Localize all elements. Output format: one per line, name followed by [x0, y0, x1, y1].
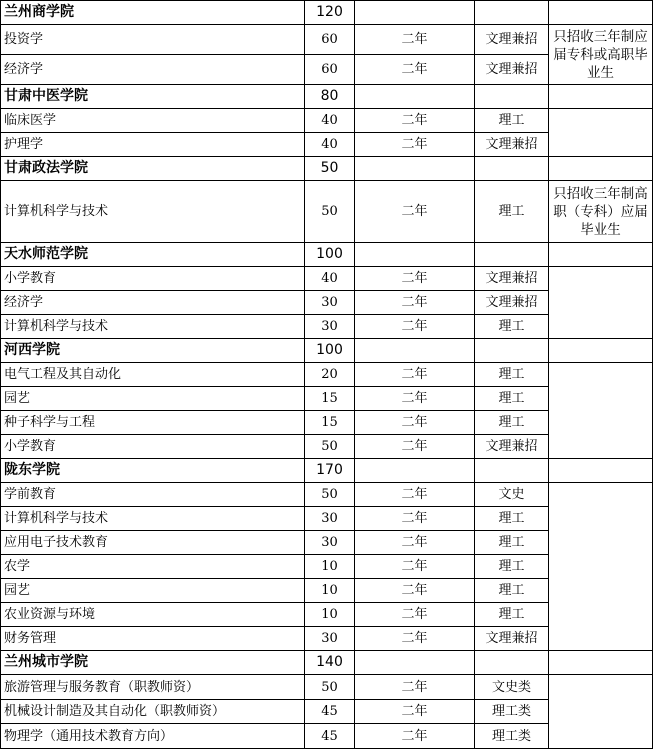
school-total: 100: [305, 339, 355, 363]
major-quota: 10: [305, 555, 355, 579]
major-duration: 二年: [355, 435, 475, 459]
major-quota: 30: [305, 627, 355, 651]
major-category: 文理兼招: [475, 133, 549, 157]
table-row: [1, 267, 653, 291]
empty-cell: [475, 157, 549, 181]
school-name: 陇东学院: [1, 459, 305, 483]
major-duration: 二年: [355, 531, 475, 555]
empty-cell: [549, 1, 653, 25]
school-total: 50: [305, 157, 355, 181]
major-category: 理工类: [475, 724, 549, 749]
major-duration: 二年: [355, 315, 475, 339]
major-category: 理工: [475, 109, 549, 133]
school-row: [1, 459, 653, 483]
major-duration: 二年: [355, 555, 475, 579]
school-row: [1, 1, 653, 25]
school-total: 100: [305, 243, 355, 267]
empty-cell: [475, 1, 549, 25]
major-quota: 60: [305, 25, 355, 55]
note-cell: [549, 363, 653, 459]
major-name: 经济学: [1, 291, 305, 315]
note-cell: [549, 109, 653, 157]
major-quota: 15: [305, 387, 355, 411]
school-total: 140: [305, 651, 355, 675]
school-row: [1, 157, 653, 181]
major-name: 机械设计制造及其自动化（职教师资）: [1, 700, 305, 724]
major-duration: 二年: [355, 267, 475, 291]
major-quota: 30: [305, 291, 355, 315]
major-duration: 二年: [355, 55, 475, 85]
major-category: 理工: [475, 181, 549, 243]
school-name: 甘肃政法学院: [1, 157, 305, 181]
major-name: 临床医学: [1, 109, 305, 133]
major-category: 文理兼招: [475, 267, 549, 291]
major-name: 园艺: [1, 387, 305, 411]
major-name: 学前教育: [1, 483, 305, 507]
empty-cell: [549, 651, 653, 675]
major-name: 经济学: [1, 55, 305, 85]
major-category: 理工类: [475, 700, 549, 724]
note-cell: [549, 483, 653, 651]
major-name: 种子科学与工程: [1, 411, 305, 435]
major-category: 文理兼招: [475, 627, 549, 651]
major-quota: 40: [305, 133, 355, 157]
school-name: 天水师范学院: [1, 243, 305, 267]
major-category: 理工: [475, 531, 549, 555]
major-category: 理工: [475, 579, 549, 603]
note-cell: [549, 267, 653, 339]
major-duration: 二年: [355, 181, 475, 243]
school-row: [1, 243, 653, 267]
school-row: [1, 651, 653, 675]
note-cell: 只招收三年制应届专科或高职毕业生: [549, 25, 653, 85]
empty-cell: [355, 651, 475, 675]
empty-cell: [549, 157, 653, 181]
major-duration: 二年: [355, 507, 475, 531]
school-row: [1, 339, 653, 363]
table-row: [1, 675, 653, 700]
major-quota: 45: [305, 700, 355, 724]
table-row: [1, 363, 653, 387]
major-category: 文史类: [475, 675, 549, 700]
major-name: 小学教育: [1, 267, 305, 291]
major-quota: 10: [305, 603, 355, 627]
empty-cell: [549, 459, 653, 483]
major-category: 文理兼招: [475, 25, 549, 55]
major-name: 投资学: [1, 25, 305, 55]
school-total: 170: [305, 459, 355, 483]
empty-cell: [355, 1, 475, 25]
major-category: 理工: [475, 555, 549, 579]
major-duration: 二年: [355, 109, 475, 133]
major-category: 理工: [475, 387, 549, 411]
major-quota: 20: [305, 363, 355, 387]
empty-cell: [475, 85, 549, 109]
major-duration: 二年: [355, 724, 475, 749]
major-quota: 40: [305, 109, 355, 133]
empty-cell: [475, 459, 549, 483]
major-category: 理工: [475, 363, 549, 387]
table-body: [1, 1, 653, 749]
school-name: 兰州商学院: [1, 1, 305, 25]
major-duration: 二年: [355, 700, 475, 724]
major-duration: 二年: [355, 579, 475, 603]
major-quota: 60: [305, 55, 355, 85]
empty-cell: [355, 459, 475, 483]
major-name: 农学: [1, 555, 305, 579]
school-total: 120: [305, 1, 355, 25]
major-quota: 50: [305, 483, 355, 507]
major-quota: 30: [305, 531, 355, 555]
empty-cell: [549, 85, 653, 109]
major-duration: 二年: [355, 411, 475, 435]
major-category: 文理兼招: [475, 55, 549, 85]
school-name: 甘肃中医学院: [1, 85, 305, 109]
empty-cell: [549, 243, 653, 267]
school-total: 80: [305, 85, 355, 109]
major-name: 物理学（通用技术教育方向）: [1, 724, 305, 749]
major-quota: 50: [305, 675, 355, 700]
empty-cell: [355, 243, 475, 267]
school-row: [1, 85, 653, 109]
major-quota: 15: [305, 411, 355, 435]
table-row: [1, 25, 653, 55]
major-quota: 50: [305, 435, 355, 459]
major-quota: 40: [305, 267, 355, 291]
empty-cell: [355, 157, 475, 181]
major-duration: 二年: [355, 363, 475, 387]
major-name: 计算机科学与技术: [1, 181, 305, 243]
major-duration: 二年: [355, 25, 475, 55]
major-name: 旅游管理与服务教育（职教师资）: [1, 675, 305, 700]
table-row: [1, 109, 653, 133]
major-name: 应用电子技术教育: [1, 531, 305, 555]
major-category: 理工: [475, 507, 549, 531]
major-category: 理工: [475, 411, 549, 435]
major-duration: 二年: [355, 483, 475, 507]
major-quota: 50: [305, 181, 355, 243]
major-duration: 二年: [355, 603, 475, 627]
major-name: 园艺: [1, 579, 305, 603]
major-duration: 二年: [355, 133, 475, 157]
major-category: 文史: [475, 483, 549, 507]
empty-cell: [475, 651, 549, 675]
major-quota: 30: [305, 315, 355, 339]
major-duration: 二年: [355, 627, 475, 651]
table-row: [1, 181, 653, 243]
empty-cell: [355, 339, 475, 363]
major-category: 理工: [475, 603, 549, 627]
major-name: 计算机科学与技术: [1, 507, 305, 531]
empty-cell: [475, 243, 549, 267]
major-duration: 二年: [355, 387, 475, 411]
major-name: 小学教育: [1, 435, 305, 459]
major-category: 理工: [475, 315, 549, 339]
note-cell: [549, 675, 653, 749]
major-category: 文理兼招: [475, 435, 549, 459]
note-cell: 只招收三年制高职（专科）应届毕业生: [549, 181, 653, 243]
major-name: 护理学: [1, 133, 305, 157]
empty-cell: [475, 339, 549, 363]
major-quota: 45: [305, 724, 355, 749]
major-category: 文理兼招: [475, 291, 549, 315]
table-row: [1, 483, 653, 507]
major-name: 财务管理: [1, 627, 305, 651]
school-name: 兰州城市学院: [1, 651, 305, 675]
major-duration: 二年: [355, 291, 475, 315]
major-quota: 30: [305, 507, 355, 531]
major-name: 电气工程及其自动化: [1, 363, 305, 387]
school-name: 河西学院: [1, 339, 305, 363]
major-name: 计算机科学与技术: [1, 315, 305, 339]
major-name: 农业资源与环境: [1, 603, 305, 627]
major-quota: 10: [305, 579, 355, 603]
empty-cell: [549, 339, 653, 363]
empty-cell: [355, 85, 475, 109]
major-duration: 二年: [355, 675, 475, 700]
